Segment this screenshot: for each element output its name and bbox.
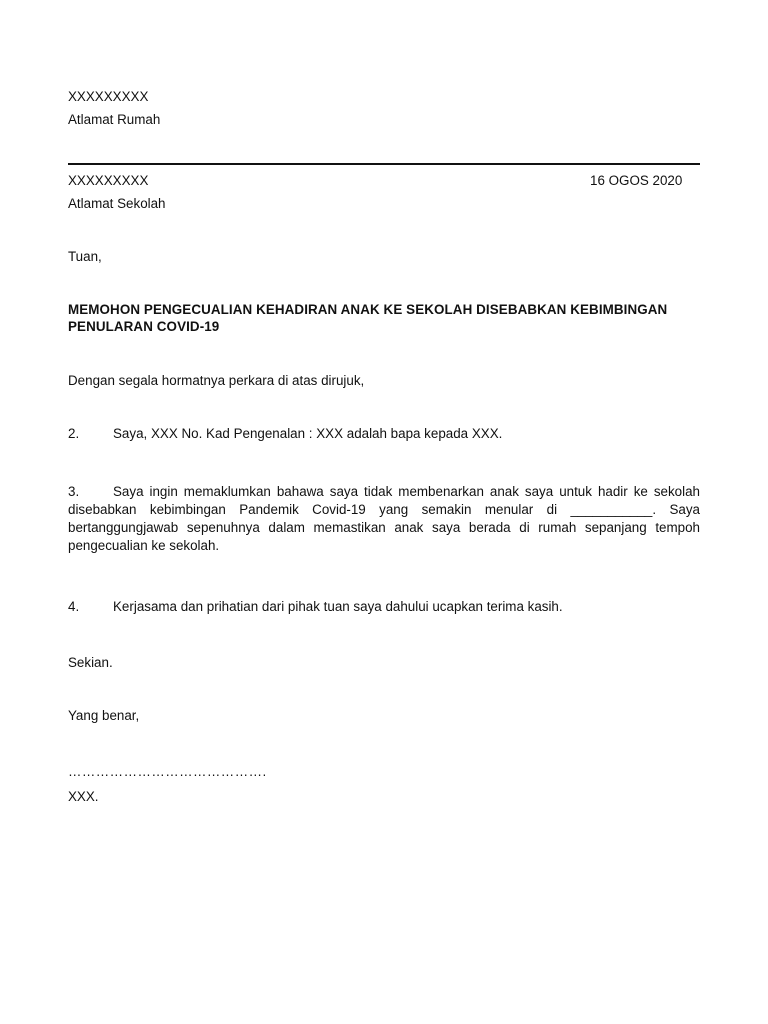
letter-subject: MEMOHON PENGECUALIAN KEHADIRAN ANAK KE SEKOLAH DISEBABKAN KEBIMBINGAN PENULARAN COVID-19 — [68, 302, 668, 334]
recipient-address: Atlamat Sekolah — [68, 196, 166, 211]
paragraph-number: 3. — [68, 484, 80, 499]
paragraph-number: 4. — [68, 599, 80, 614]
salutation: Tuan, — [68, 249, 102, 264]
letter-date: 16 OGOS 2020 — [590, 173, 683, 188]
signature-line: ……………………………………. — [68, 764, 267, 779]
paragraph-text: Kerjasama dan prihatian dari pihak tuan saya dahului ucapkan terima kasih. — [113, 599, 563, 614]
header-divider — [68, 163, 700, 165]
recipient-name: XXXXXXXXX — [68, 173, 149, 188]
closing-line: Sekian. — [68, 655, 113, 670]
paragraph-3 — [68, 483, 700, 555]
sender-name: XXXXXXXXX — [68, 89, 149, 104]
signoff-line: Yang benar, — [68, 708, 140, 723]
sender-address: Atlamat Rumah — [68, 112, 161, 127]
signatory-name: XXX. — [68, 789, 99, 804]
paragraph-4 — [68, 598, 700, 616]
paragraph-2 — [68, 425, 700, 443]
paragraph-text: Saya ingin memaklumkan bahawa saya tidak membenarkan anak saya untuk hadir ke sekolah disebabkan kebimbingan Pandemik Covid-19 yang semakin menular di ___________. Saya bertanggungjawab sepenuhnya dalam memastikan anak saya berada di rumah sepanjang tempoh pengecualian ke sekolah. — [68, 484, 700, 553]
opening-line: Dengan segala hormatnya perkara di atas dirujuk, — [68, 373, 365, 388]
paragraph-text: Saya, XXX No. Kad Pengenalan : XXX adalah bapa kepada XXX. — [113, 426, 503, 441]
paragraph-number: 2. — [68, 426, 80, 441]
